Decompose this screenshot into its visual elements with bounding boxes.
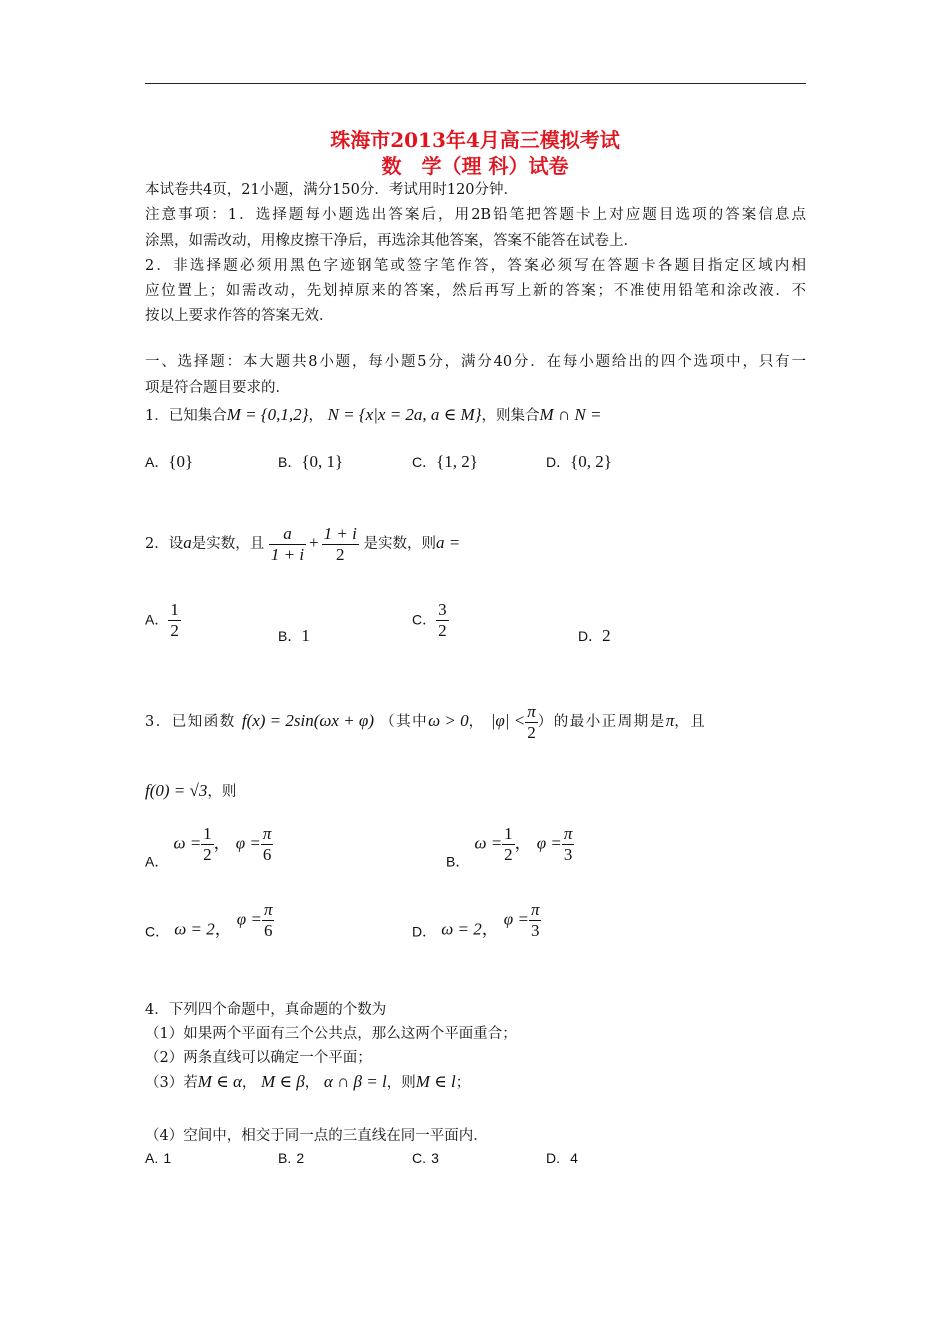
q3-comma: ， bbox=[468, 714, 485, 731]
q3-period: π bbox=[665, 711, 675, 731]
q2-option-a: A． $\frac{1}{2}$ bbox=[145, 600, 179, 640]
q1-option-c: C．{1, 2} bbox=[412, 452, 478, 471]
notice-2b: 应位置上；如需改动，先划掉原来的答案，然后再写上新的答案；不准使用铅笔和涂改液．不 bbox=[145, 283, 806, 299]
q2-plus: + bbox=[309, 533, 319, 553]
q2-text2: 是实数，则 bbox=[363, 536, 436, 553]
q3-cond2: |φ| < bbox=[490, 711, 526, 731]
q4-proposition-2: （2）两条直线可以确定一个平面； bbox=[145, 1050, 372, 1066]
q1-option-a: A．{0} bbox=[145, 452, 194, 471]
q2-option-c: C． $\frac{3}{2}$ bbox=[412, 600, 447, 640]
notice-1b: 涂黑，如需改动，用橡皮擦干净后，再选涂其他答案，答案不能答在试卷上． bbox=[145, 233, 638, 249]
section-1-heading: 一、选择题：本大题共8小题，每小题5分，满分40分．在每小题给出的四个选项中，只有一 bbox=[145, 354, 806, 370]
q3-option-b: B． ω = $\frac{1}{2}$ ， φ = $\frac{\pi}{3}$ bbox=[446, 824, 573, 870]
exam-subtitle: 数 学（理 科）试卷 bbox=[381, 154, 569, 178]
q2-fraction-1: $\frac{a}{1 + i}$ bbox=[270, 524, 305, 564]
q1-set-m: M = {0,1,2} bbox=[226, 405, 309, 424]
q3-prefix: 3．已知函数 bbox=[145, 714, 236, 731]
section-1-heading-cont: 项是符合题目要求的． bbox=[145, 380, 290, 396]
q4-option-c: C. 3 bbox=[412, 1150, 439, 1166]
q2-option-d: D．2 bbox=[578, 626, 611, 645]
q2-text1: 是实数，且 bbox=[191, 536, 265, 553]
q3-cond1: ω > 0 bbox=[428, 711, 469, 731]
q3-text1: （其中 bbox=[380, 714, 429, 731]
q3-option-d: D． ω = 2， φ = $\frac{\pi}{3}$ bbox=[412, 900, 540, 940]
q3-option-c: C． ω = 2， φ = $\frac{\pi}{6}$ bbox=[145, 900, 273, 940]
question-3-cont bbox=[145, 780, 236, 801]
exam-title: 珠海市2013年4月高三模拟考试 bbox=[330, 128, 620, 152]
notice-2c: 按以上要求作答的答案无效． bbox=[145, 308, 334, 324]
q2-option-b: B．1 bbox=[278, 626, 310, 645]
q3-cond2-fraction: $\frac{\pi}{2}$ bbox=[527, 702, 536, 742]
q1-mid: ，则集合 bbox=[481, 408, 540, 424]
header-rule bbox=[145, 83, 806, 84]
q3-then: ，则 bbox=[207, 784, 237, 800]
q4-proposition-4: （4）空间中，相交于同一点的三直线在同一平面内． bbox=[145, 1128, 488, 1144]
notice-1a: 注意事项：1．选择题每小题选出答案后，用2B铅笔把答题卡上对应题目选项的答案信息点 bbox=[145, 207, 806, 223]
q1-option-d: D．{0, 2} bbox=[546, 452, 612, 471]
q3-text3: ，且 bbox=[674, 714, 707, 731]
intro-line: 本试卷共4页，21小题，满分150分．考试用时120分钟． bbox=[145, 182, 519, 198]
q3-f0: f(0) = √3 bbox=[145, 781, 208, 800]
q2-var: a bbox=[183, 533, 192, 553]
q4-option-b: B. 2 bbox=[278, 1150, 305, 1166]
q1-expr: M ∩ N = bbox=[539, 405, 602, 424]
q3-text2: ）的最小正周期是 bbox=[537, 714, 666, 731]
question-2 bbox=[145, 524, 460, 564]
q2-expr: a = bbox=[435, 533, 461, 553]
question-1 bbox=[145, 404, 601, 425]
q2-fraction-2: $\frac{1 + i}{2}$ bbox=[323, 524, 357, 564]
q4-proposition-3: （3）若M ∈ α， M ∈ β， α ∩ β = l，则M ∈ l； bbox=[145, 1072, 471, 1091]
q3-option-a: A． ω = $\frac{1}{2}$ ， φ = $\frac{\pi}{6}$ bbox=[145, 824, 272, 870]
q3-function: f(x) = 2sin(ωx + φ) bbox=[241, 711, 374, 731]
question-4: 4．下列四个命题中，真命题的个数为 bbox=[145, 1002, 387, 1018]
q4-option-a: A. 1 bbox=[145, 1150, 172, 1166]
q1-prefix: 1．已知集合 bbox=[145, 408, 227, 424]
q1-option-b: B．{0, 1} bbox=[278, 452, 344, 471]
q4-option-d: D. 4 bbox=[546, 1150, 578, 1166]
q4-proposition-1: （1）如果两个平面有三个公共点，那么这两个平面重合； bbox=[145, 1026, 517, 1042]
q2-prefix: 2．设 bbox=[145, 536, 184, 553]
q1-set-n: N = {x|x = 2a, a ∈ M} bbox=[327, 405, 482, 424]
question-3 bbox=[145, 702, 706, 742]
q1-sep: ， bbox=[308, 408, 323, 424]
notice-2a: 2．非选择题必须用黑色字迹钢笔或签字笔作答，答案必须写在答题卡各题目指定区域内相 bbox=[145, 258, 806, 274]
